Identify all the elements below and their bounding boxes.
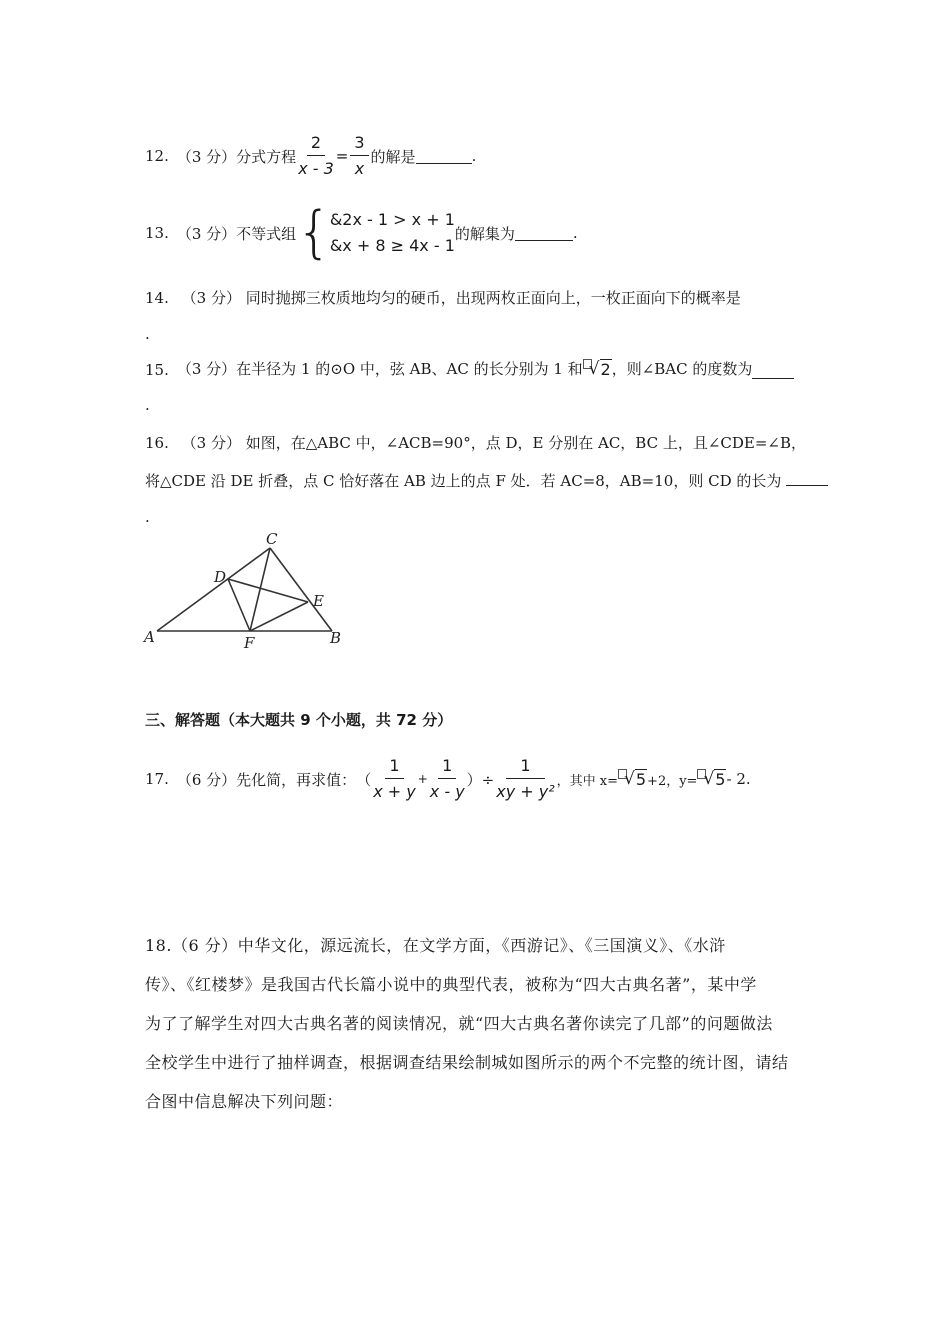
q17-f2-numerator: 1	[438, 756, 456, 779]
q13-text: 不等式组	[236, 224, 297, 243]
q12-answer-blank	[416, 149, 472, 164]
q13-score: （3 分）	[176, 224, 237, 243]
q15-sqrt	[583, 359, 612, 379]
question-16	[145, 432, 806, 453]
label-E: E	[313, 592, 324, 610]
radical-sign-icon: √	[588, 359, 600, 379]
q12-fraction-right	[350, 133, 368, 179]
q14-number: 14.	[145, 289, 169, 307]
q12-f2-denominator: x	[354, 159, 365, 178]
q17-lparen: （	[356, 770, 372, 789]
q17-sqrt-1	[618, 769, 647, 789]
q13-system	[330, 207, 455, 259]
question-14	[145, 287, 741, 308]
radical-sign-icon: √	[703, 769, 715, 789]
q17-text: 先化简，再求值：	[236, 770, 357, 789]
q18-line2: 传》、《红楼梦》是我国古代长篇小说中的典型代表，被称为“四大古典名著”，某中学	[145, 975, 757, 994]
q15-number: 15.	[145, 361, 169, 379]
label-F: F	[244, 634, 255, 652]
q17-plus: +	[417, 772, 428, 786]
q13-line2: &x + 8 ≥ 4x - 1	[329, 236, 455, 255]
q17-f3-numerator: 1	[506, 756, 544, 779]
q17-rparen-divide: ）÷	[466, 770, 495, 789]
section-3-heading: 三、解答题（本大题共 9 个小题，共 72 分）	[145, 711, 453, 729]
q17-fraction-3	[496, 756, 554, 802]
q12-fraction-left	[298, 133, 334, 179]
q17-after1: ，其中 x=	[556, 773, 619, 789]
q17-f2-denominator: x - y	[429, 782, 465, 801]
q15-end: .	[145, 396, 150, 414]
segment-DF	[228, 579, 250, 631]
question-17	[145, 752, 751, 806]
label-D: D	[214, 568, 227, 586]
segment-CB	[270, 548, 332, 631]
q13-number: 13.	[145, 224, 169, 242]
q13-end: .	[572, 224, 578, 242]
q16-answer-blank	[786, 471, 828, 486]
q15-sqrt-arg: 2	[600, 360, 611, 379]
q17-score: （6 分）	[176, 770, 237, 789]
q12-f2-numerator: 3	[350, 133, 368, 156]
q18-line5: 合图中信息解决下列问题：	[145, 1092, 344, 1111]
q16-line2: 将△CDE 沿 DE 折叠，点 C 恰好落在 AB 边上的点 F 处．若 AC=8，AB=10，则 CD 的长为	[145, 472, 782, 490]
q17-sqrt1-arg: 5	[635, 770, 647, 789]
q16-triangle-figure	[140, 530, 360, 655]
q16-line1: 如图，在△ABC 中，∠ACB=90°，点 D，E 分别在 AC，BC 上，且∠CDE=∠B，	[245, 434, 807, 452]
q12-f1-numerator: 2	[307, 133, 325, 156]
q18-line1: 18.（6 分）中华文化，源远流长，在文学方面，《西游记》、《三国演义》、《水浒	[145, 936, 726, 955]
label-C: C	[266, 530, 278, 548]
q12-end: .	[471, 147, 477, 165]
q12-f1-denominator: x - 3	[298, 159, 334, 178]
q17-after2: +2，y=	[647, 773, 698, 789]
q17-f1-numerator: 1	[385, 756, 403, 779]
q13-answer-blank	[515, 226, 573, 241]
q17-after3: - 2.	[726, 770, 751, 788]
q12-after: 的解是	[370, 147, 416, 166]
q18-line4: 全校学生中进行了抽样调查，根据调查结果绘制城如图所示的两个不完整的统计图，请结	[145, 1053, 789, 1072]
q15-score: （3 分）	[176, 360, 237, 378]
q16-score: （3 分）	[181, 434, 241, 452]
q16-number: 16.	[145, 434, 169, 452]
q17-f1-denominator: x + y	[373, 782, 416, 801]
q17-number: 17.	[145, 770, 169, 788]
q16-end: .	[145, 508, 150, 526]
q13-brace: {	[296, 200, 332, 265]
q16-line2-row	[145, 470, 828, 491]
q14-end: .	[145, 325, 150, 343]
label-B: B	[330, 629, 342, 647]
q17-f3-denominator: xy + y²	[496, 782, 555, 801]
q12-number: 12.	[145, 147, 169, 165]
q14-score: （3 分）	[181, 289, 241, 307]
question-12	[145, 132, 476, 180]
q18-line3: 为了了解学生对四大古典名著的阅读情况，就“四大古典名著你读完了几部”的问题做法	[145, 1014, 773, 1033]
q17-fraction-1	[373, 756, 416, 802]
q12-score: （3 分）	[176, 147, 237, 166]
q13-line1: &2x - 1 > x + 1	[329, 210, 455, 229]
q12-equals: =	[335, 147, 349, 165]
q15-answer-blank	[752, 364, 794, 379]
radical-sign-icon: √	[624, 769, 635, 789]
q13-after: 的解集为	[454, 224, 515, 243]
q15-after: ，则∠BAC 的度数为	[611, 360, 753, 378]
q15-text: 在半径为 1 的⊙O 中，弦 AB、AC 的长分别为 1 和	[236, 360, 583, 378]
q14-text: 同时抛掷三枚质地均匀的硬币，出现两枚正面向上，一枚正面向下的概率是	[245, 289, 741, 307]
q12-text: 分式方程	[236, 147, 297, 166]
question-13	[145, 200, 578, 265]
question-15	[145, 358, 794, 379]
segment-EF	[250, 602, 308, 631]
q17-sqrt-2	[697, 769, 726, 789]
q17-sqrt2-arg: 5	[715, 770, 726, 789]
q17-fraction-2	[430, 756, 465, 802]
label-A: A	[144, 628, 155, 646]
